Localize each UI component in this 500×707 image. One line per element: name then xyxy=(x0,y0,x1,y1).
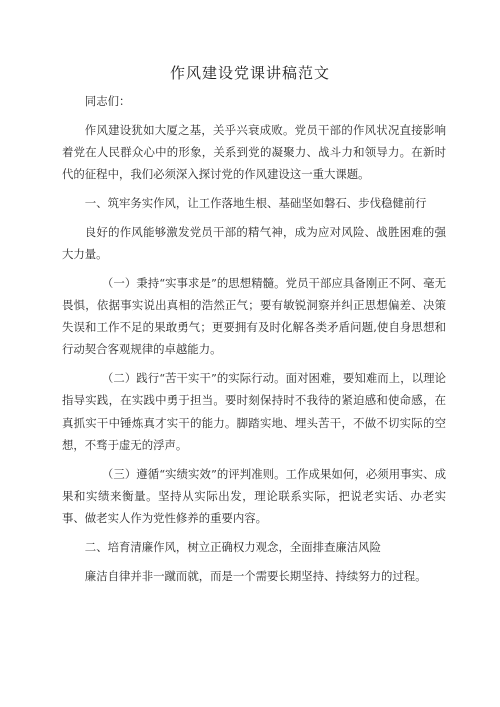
section-heading-1: 一、筑牢务实作风，让工作落地生根、基础坚如磐石、步伐稳健前行 xyxy=(84,196,427,210)
paragraph-point-2: （二）践行“苦干实干”的实际行动。面对困难，要知难而上，以理论指导实践，在实践中勇于担当。要时刻保持时不我待的紧迫感和使命感，在真抓实干中锤炼真才实干的能力。脚踏实地、埋头苦干，不做不切实际的空想，不骛于虚无的浮声。 xyxy=(62,371,446,452)
document-body xyxy=(62,90,446,593)
section-heading-2: 二、培育清廉作风，树立正确权力观念，全面排查廉洁风险 xyxy=(84,539,381,554)
salutation: 同志们： xyxy=(84,94,131,108)
paragraph-section-2-intro: 廉洁自律并非一蹴而就，而是一个需要长期坚持、持续努力的过程。 xyxy=(84,568,427,583)
paragraph-point-3: （三）遵循“实绩实效”的评判准则。工作成果如何，必须用事实、成果和实绩来衡量。坚持从实际出发，理论联系实际，把说老实话、办老实事、做老实人作为党性修养的重要内容。 xyxy=(62,466,446,526)
paragraph-section-1-intro: 良好的作风能够激发党员干部的精气神，成为应对风险、战胜困难的强大力量。 xyxy=(62,224,446,261)
paragraph-point-1: （一）秉持“实事求是”的思想精髓。党员干部应具备刚正不阿、毫无畏惧，依据事实说出真相的浩然正气；要有敏锐洞察并纠正思想偏差、决策失误和工作不足的果敢勇气；更要拥有及时化解各类矛盾问题,使自身思想和行动契合客观规律的卓越能力。 xyxy=(62,275,446,357)
paragraph-intro: 作风建设犹如大厦之基，关乎兴衰成败。党员干部的作风状况直接影响着党在人民群众心中的形象，关系到党的凝聚力、战斗力和领导力。在新时代的征程中，我们必须深入探讨党的作风建设这一重大课题。 xyxy=(62,122,446,182)
document-title: 作风建设党课讲稿范文 xyxy=(169,64,330,82)
